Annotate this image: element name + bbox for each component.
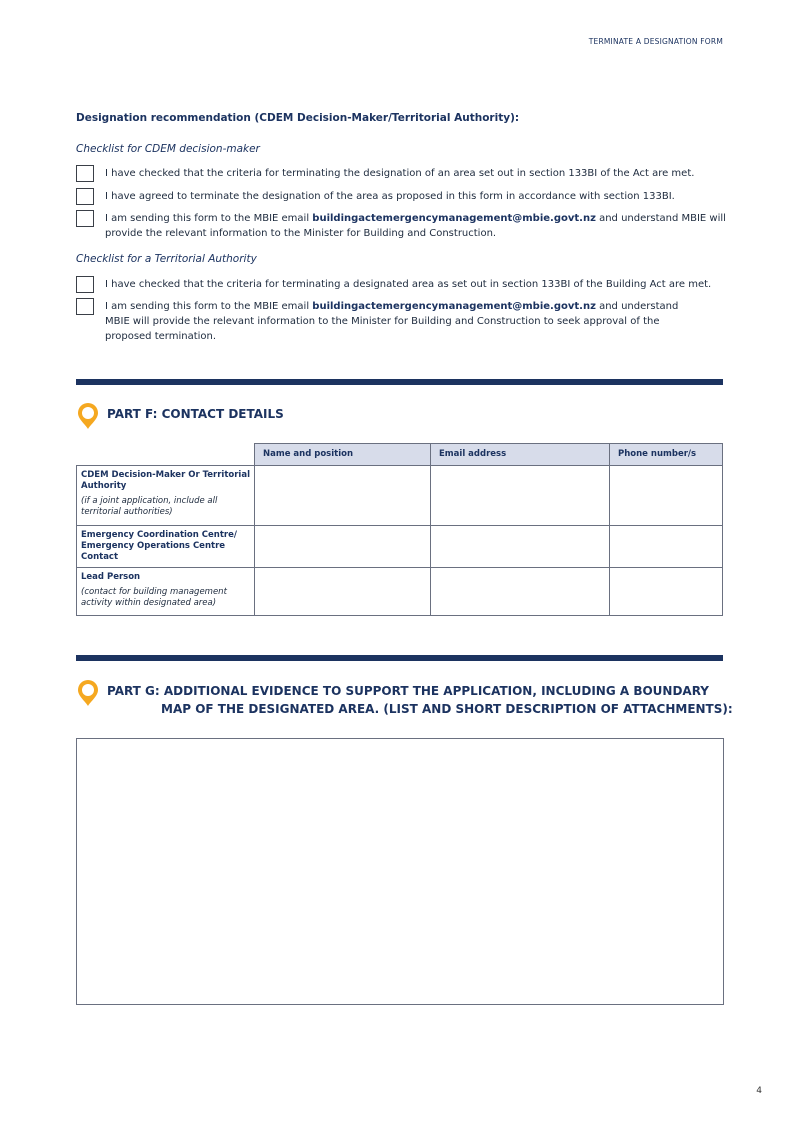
column-header: Phone number/s (610, 444, 723, 466)
section-divider (76, 655, 723, 661)
running-header: TERMINATE A DESIGNATION FORM (588, 37, 723, 46)
checkbox[interactable] (76, 188, 94, 205)
checkbox[interactable] (76, 165, 94, 182)
name-cell[interactable] (255, 466, 431, 526)
page-number: 4 (756, 1086, 762, 1096)
checklist-ta-title: Checklist for a Territorial Authority (76, 253, 257, 265)
column-header: Name and position (255, 444, 431, 466)
part-g-title: PART G: ADDITIONAL EVIDENCE TO SUPPORT THE APPLICATION, INCLUDING A BOUNDARY MAP OF THE DESIGNATED AREA. (LIST AND SHORT DESCRIPTION OF ATTACHMENTS): (107, 684, 733, 716)
checkbox[interactable] (76, 298, 94, 315)
section-title: Designation recommendation (CDEM Decision-Maker/Territorial Authority): (76, 112, 520, 124)
location-pin-icon (77, 402, 99, 430)
checkbox[interactable] (76, 210, 94, 227)
attachments-text-area[interactable] (76, 738, 724, 1005)
table-row: Lead Person (contact for building management activity within designated area) (77, 568, 723, 616)
checklist-item: I am sending this form to the MBIE email buildingactemergencymanagement@mbie.govt.nz and understand MBIE will provide the relevant information to the Minister for Building and Construction to seek approval of the proposed termination. (76, 299, 696, 344)
checkbox[interactable] (76, 276, 94, 293)
name-cell[interactable] (255, 526, 431, 568)
email-cell[interactable] (431, 526, 610, 568)
mbie-email: buildingactemergencymanagement@mbie.govt.nz (312, 213, 596, 224)
mbie-email: buildingactemergencymanagement@mbie.govt.nz (312, 301, 596, 312)
checklist-item: I have agreed to terminate the designation of the area as proposed in this form in accordance with section 133BI. (76, 189, 726, 205)
column-header: Email address (431, 444, 610, 466)
table-row: CDEM Decision-Maker Or Territorial Authority (if a joint application, include all territorial authorities) (77, 466, 723, 526)
name-cell[interactable] (255, 568, 431, 616)
phone-cell[interactable] (610, 526, 723, 568)
table-row: Emergency Coordination Centre/ Emergency Operations Centre Contact (77, 526, 723, 568)
checklist-cdem-title: Checklist for CDEM decision-maker (76, 143, 260, 155)
location-pin-icon (77, 679, 99, 707)
phone-cell[interactable] (610, 466, 723, 526)
phone-cell[interactable] (610, 568, 723, 616)
checklist-item: I have checked that the criteria for terminating the designation of an area set out in section 133BI of the Act are met. (76, 166, 726, 182)
contact-details-table (76, 443, 723, 616)
checklist-item: I am sending this form to the MBIE email buildingactemergencymanagement@mbie.govt.nz and understand MBIE will provide the relevant information to the Minister for Building and Construction. (76, 211, 726, 241)
checklist-item: I have checked that the criteria for terminating a designated area as set out in section 133BI of the Building Act are met. (76, 277, 726, 293)
email-cell[interactable] (431, 568, 610, 616)
email-cell[interactable] (431, 466, 610, 526)
section-divider (76, 379, 723, 385)
part-f-title: PART F: CONTACT DETAILS (107, 407, 284, 421)
